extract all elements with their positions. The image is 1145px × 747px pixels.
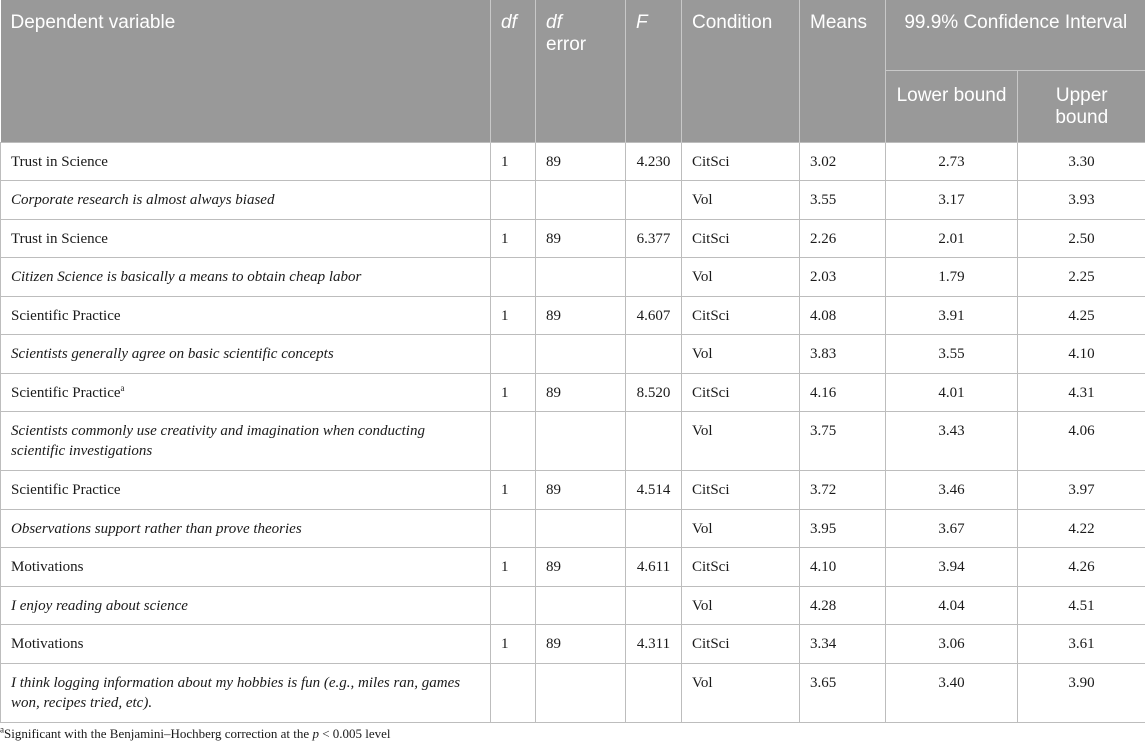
- dependent-variable-cell: [1, 181, 491, 220]
- f-cell: [626, 509, 682, 548]
- f-cell: [626, 181, 682, 220]
- lower-bound-cell: 2.01: [886, 219, 1018, 258]
- header-lower-bound: Lower bound: [886, 70, 1018, 142]
- df-cell: [491, 586, 536, 625]
- df-cell: [491, 412, 536, 471]
- df-error-cell: [536, 509, 626, 548]
- dependent-variable-cell: [1, 219, 491, 258]
- condition-cell: Vol: [682, 412, 800, 471]
- f-cell: 8.520: [626, 373, 682, 412]
- upper-bound-cell: 4.26: [1018, 548, 1145, 587]
- lower-bound-cell: 1.79: [886, 258, 1018, 297]
- upper-bound-cell: 3.30: [1018, 142, 1145, 181]
- condition-cell: Vol: [682, 586, 800, 625]
- dependent-variable-cell: [1, 412, 491, 471]
- upper-bound-cell: 4.51: [1018, 586, 1145, 625]
- dependent-variable-cell: [1, 142, 491, 181]
- mean-cell: 4.28: [800, 586, 886, 625]
- mean-cell: 3.72: [800, 471, 886, 510]
- header-upper-bound: Upper bound: [1018, 70, 1145, 142]
- dependent-variable-cell: [1, 335, 491, 374]
- condition-cell: Vol: [682, 509, 800, 548]
- upper-bound-cell: 4.06: [1018, 412, 1145, 471]
- mean-cell: 4.10: [800, 548, 886, 587]
- df-error-cell: [536, 258, 626, 297]
- table-row: [1, 625, 1145, 664]
- lower-bound-cell: 2.73: [886, 142, 1018, 181]
- dependent-variable-cell: [1, 548, 491, 587]
- upper-bound-cell: 2.50: [1018, 219, 1145, 258]
- footnote: [0, 726, 391, 742]
- dependent-variable-label: Observations support rather than prove theories: [11, 520, 302, 537]
- header-f: F: [626, 0, 682, 142]
- lower-bound-cell: 3.94: [886, 548, 1018, 587]
- df-cell: 1: [491, 548, 536, 587]
- lower-bound-cell: 3.06: [886, 625, 1018, 664]
- table-row: [1, 412, 1145, 471]
- mean-cell: 3.95: [800, 509, 886, 548]
- lower-bound-cell: 3.17: [886, 181, 1018, 220]
- f-cell: [626, 335, 682, 374]
- upper-bound-cell: 3.97: [1018, 471, 1145, 510]
- f-cell: 4.230: [626, 142, 682, 181]
- significance-marker: a: [120, 382, 125, 393]
- lower-bound-cell: 3.46: [886, 471, 1018, 510]
- header-df: df: [491, 0, 536, 142]
- condition-cell: Vol: [682, 663, 800, 722]
- df-cell: 1: [491, 373, 536, 412]
- f-cell: 4.311: [626, 625, 682, 664]
- footnote-p: p: [312, 726, 319, 741]
- header-df-error: df error: [536, 0, 626, 142]
- footnote-text-after: < 0.005 level: [318, 726, 391, 741]
- df-error-cell: 89: [536, 219, 626, 258]
- df-error-cell: 89: [536, 296, 626, 335]
- lower-bound-cell: 4.04: [886, 586, 1018, 625]
- dependent-variable-label: Scientific Practice: [11, 307, 121, 324]
- header-confidence-interval: 99.9% Confidence Interval: [886, 0, 1145, 70]
- condition-cell: CitSci: [682, 373, 800, 412]
- df-error-cell: [536, 335, 626, 374]
- lower-bound-cell: 4.01: [886, 373, 1018, 412]
- df-cell: [491, 258, 536, 297]
- f-cell: 4.514: [626, 471, 682, 510]
- upper-bound-cell: 3.93: [1018, 181, 1145, 220]
- table-row: [1, 586, 1145, 625]
- condition-cell: Vol: [682, 181, 800, 220]
- mean-cell: 4.16: [800, 373, 886, 412]
- upper-bound-cell: 3.90: [1018, 663, 1145, 722]
- df-error-cell: 89: [536, 142, 626, 181]
- dependent-variable-cell: [1, 296, 491, 335]
- header-means: Means: [800, 0, 886, 142]
- df-error-cell: [536, 181, 626, 220]
- table-row: [1, 181, 1145, 220]
- df-cell: [491, 663, 536, 722]
- table-row: [1, 471, 1145, 510]
- f-cell: [626, 258, 682, 297]
- df-cell: 1: [491, 471, 536, 510]
- dependent-variable-cell: [1, 373, 491, 412]
- table-row: [1, 258, 1145, 297]
- dependent-variable-label: Citizen Science is basically a means to obtain cheap labor: [11, 269, 362, 285]
- condition-cell: Vol: [682, 258, 800, 297]
- df-error-cell: 89: [536, 471, 626, 510]
- dependent-variable-label: Trust in Science: [11, 153, 108, 170]
- dependent-variable-label: Scientists commonly use creativity and imagination when conducting scientific investigations: [11, 423, 425, 459]
- dependent-variable-label: Scientists generally agree on basic scientific concepts: [11, 346, 334, 362]
- condition-cell: CitSci: [682, 142, 800, 181]
- df-error-cell: [536, 412, 626, 471]
- lower-bound-cell: 3.67: [886, 509, 1018, 548]
- mean-cell: 3.55: [800, 181, 886, 220]
- dependent-variable-label: Trust in Science: [11, 230, 108, 247]
- table-row: [1, 296, 1145, 335]
- mean-cell: 3.65: [800, 663, 886, 722]
- footnote-marker: a: [0, 724, 4, 735]
- mean-cell: 2.26: [800, 219, 886, 258]
- mean-cell: 4.08: [800, 296, 886, 335]
- table-row: [1, 509, 1145, 548]
- upper-bound-cell: 4.22: [1018, 509, 1145, 548]
- df-error-cell: [536, 586, 626, 625]
- dependent-variable-label: Motivations: [11, 559, 84, 575]
- df-error-cell: [536, 663, 626, 722]
- lower-bound-cell: 3.40: [886, 663, 1018, 722]
- upper-bound-cell: 4.31: [1018, 373, 1145, 412]
- condition-cell: CitSci: [682, 296, 800, 335]
- table-row: [1, 335, 1145, 374]
- df-cell: 1: [491, 625, 536, 664]
- condition-cell: CitSci: [682, 625, 800, 664]
- df-error-cell: 89: [536, 625, 626, 664]
- lower-bound-cell: 3.91: [886, 296, 1018, 335]
- dependent-variable-label: Scientific Practice: [11, 482, 121, 498]
- condition-cell: CitSci: [682, 471, 800, 510]
- f-cell: 6.377: [626, 219, 682, 258]
- dependent-variable-cell: [1, 625, 491, 664]
- f-cell: [626, 412, 682, 471]
- condition-cell: Vol: [682, 335, 800, 374]
- dependent-variable-label: I enjoy reading about science: [11, 597, 188, 614]
- dependent-variable-cell: [1, 471, 491, 510]
- df-error-cell: 89: [536, 548, 626, 587]
- condition-cell: CitSci: [682, 219, 800, 258]
- f-cell: [626, 663, 682, 722]
- f-cell: [626, 586, 682, 625]
- lower-bound-cell: 3.55: [886, 335, 1018, 374]
- mean-cell: 3.34: [800, 625, 886, 664]
- table-row: [1, 219, 1145, 258]
- condition-cell: CitSci: [682, 548, 800, 587]
- dependent-variable-label: I think logging information about my hobbies is fun (e.g., miles ran, games won, recipes tried, etc).: [11, 674, 461, 711]
- lower-bound-cell: 3.43: [886, 412, 1018, 471]
- upper-bound-cell: 2.25: [1018, 258, 1145, 297]
- df-cell: [491, 509, 536, 548]
- f-cell: 4.607: [626, 296, 682, 335]
- table-row: [1, 663, 1145, 722]
- upper-bound-cell: 4.25: [1018, 296, 1145, 335]
- upper-bound-cell: 3.61: [1018, 625, 1145, 664]
- upper-bound-cell: 4.10: [1018, 335, 1145, 374]
- mean-cell: 3.02: [800, 142, 886, 181]
- footnote-text-before: Significant with the Benjamini–Hochberg correction at the: [4, 726, 313, 741]
- header-condition: Condition: [682, 0, 800, 142]
- df-cell: [491, 181, 536, 220]
- df-cell: [491, 335, 536, 374]
- dependent-variable-label: Corporate research is almost always biased: [11, 192, 275, 208]
- dependent-variable-cell: [1, 258, 491, 297]
- f-cell: 4.611: [626, 548, 682, 587]
- df-cell: 1: [491, 219, 536, 258]
- table-body: [1, 142, 1145, 722]
- table-header: [1, 0, 1145, 142]
- dependent-variable-cell: [1, 586, 491, 625]
- table-row: [1, 548, 1145, 587]
- dependent-variable-label: Motivations: [11, 636, 84, 652]
- header-dependent-variable: Dependent variable: [1, 0, 491, 142]
- mean-cell: 3.75: [800, 412, 886, 471]
- table-row: [1, 142, 1145, 181]
- dependent-variable-label: Scientific Practice: [11, 384, 121, 401]
- dependent-variable-cell: [1, 509, 491, 548]
- df-cell: 1: [491, 296, 536, 335]
- df-error-cell: 89: [536, 373, 626, 412]
- mean-cell: 3.83: [800, 335, 886, 374]
- mean-cell: 2.03: [800, 258, 886, 297]
- dependent-variable-cell: [1, 663, 491, 722]
- table-row: [1, 373, 1145, 412]
- df-cell: 1: [491, 142, 536, 181]
